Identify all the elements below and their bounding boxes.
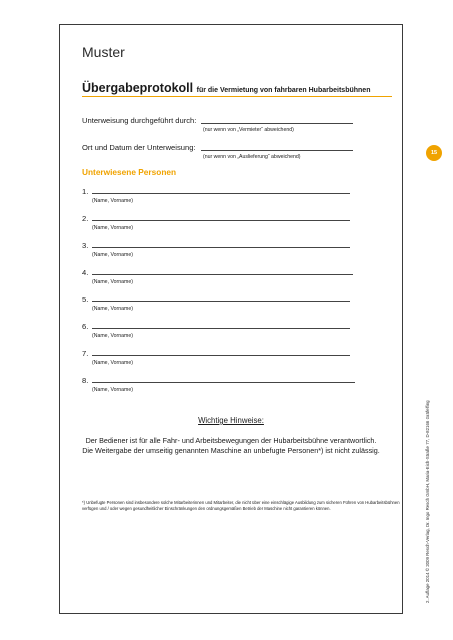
person-name-line[interactable] <box>92 355 350 356</box>
person-name-line[interactable] <box>92 382 355 383</box>
page-frame <box>59 24 403 614</box>
page-number-tab: 15 <box>426 145 442 161</box>
hints-line-2: Die Weitergabe der umseitig genannten Maschine an unbefugte Personen*) ist nicht zulässig. <box>82 446 380 455</box>
person-name-line[interactable] <box>92 274 353 275</box>
instructor-input-line[interactable] <box>201 123 353 124</box>
person-note: (Name, Vorname) <box>92 279 133 285</box>
muster-label: Muster <box>82 44 125 60</box>
hints-line-1: Der Bediener ist für alle Fahr- und Arbeitsbewegungen der Hubarbeitsbühne verantwortlich. <box>85 436 377 445</box>
section-title: Unterwiesene Personen <box>82 167 177 177</box>
person-number: 1. <box>82 187 89 196</box>
person-number: 2. <box>82 214 89 223</box>
place-date-input-line[interactable] <box>201 150 353 151</box>
document-title <box>82 81 370 95</box>
person-note: (Name, Vorname) <box>92 360 133 366</box>
title-underline <box>82 96 392 97</box>
person-name-line[interactable] <box>92 328 350 329</box>
person-number: 6. <box>82 322 89 331</box>
person-note: (Name, Vorname) <box>92 306 133 312</box>
person-name-line[interactable] <box>92 247 350 248</box>
instructor-note: (nur wenn von „Vermieter“ abweichend) <box>203 127 294 133</box>
place-date-label: Ort und Datum der Unterweisung: <box>82 143 196 152</box>
person-number: 7. <box>82 349 89 358</box>
instructor-label: Unterweisung durchgeführt durch: <box>82 116 197 125</box>
person-name-line[interactable] <box>92 301 350 302</box>
person-note: (Name, Vorname) <box>92 252 133 258</box>
document-title-sub: für die Vermietung von fahrbaren Hubarbeitsbühnen <box>196 87 371 94</box>
hints-title: Wichtige Hinweise: <box>198 416 264 425</box>
place-date-note: (nur wenn von „Auslieferung“ abweichend) <box>203 154 301 160</box>
person-note: (Name, Vorname) <box>92 225 133 231</box>
footnote: *) Unbefugte Personen sind insbesondere solche Mitarbeiterinnen und Mitarbeiter, die nicht über eine einschlägige Ausbildung zum sicheren Führen von Hubarbeitsbühnen verfügen und / oder wegen gesundheitlicher Einschränkungen den ordnungsgemäßen Betrieb der Maschine nicht garantieren können. <box>82 500 400 512</box>
person-number: 5. <box>82 295 89 304</box>
person-name-line[interactable] <box>92 193 350 194</box>
person-note: (Name, Vorname) <box>92 198 133 204</box>
document-title-main: Übergabeprotokoll <box>82 81 194 95</box>
publisher-side-text: 2. Auflage 2014 © 2009 Resch-Verlag, Dr. Ingo Resch GmbH, Maria-Eich-Straße 77, D-82166 Gräfelfing <box>425 400 430 603</box>
person-number: 8. <box>82 376 89 385</box>
person-note: (Name, Vorname) <box>92 333 133 339</box>
person-note: (Name, Vorname) <box>92 387 133 393</box>
person-name-line[interactable] <box>92 220 350 221</box>
person-number: 3. <box>82 241 89 250</box>
person-number: 4. <box>82 268 89 277</box>
